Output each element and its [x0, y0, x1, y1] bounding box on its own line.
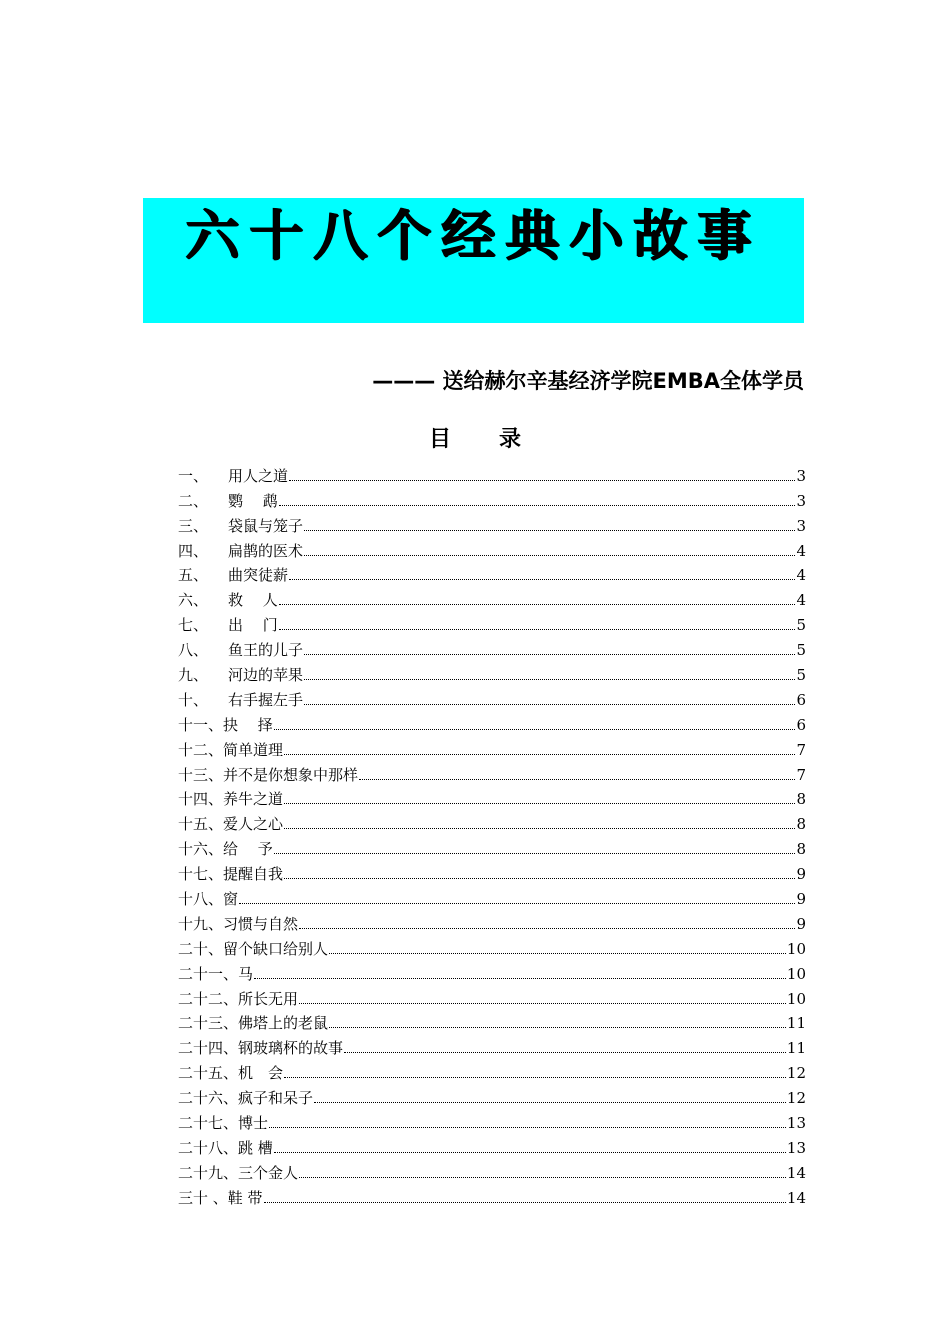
toc-entry-page: 12	[786, 1089, 806, 1108]
toc-entry-number: 十五、	[178, 815, 224, 834]
toc-entry[interactable]	[178, 785, 806, 810]
table-of-contents	[178, 461, 806, 1208]
toc-leader-dots	[279, 504, 796, 506]
toc-entry[interactable]	[178, 809, 806, 834]
toc-entry-title: 袋鼠与笼子	[228, 516, 304, 535]
toc-entry-page: 3	[796, 516, 806, 535]
toc-entry[interactable]	[178, 959, 806, 984]
toc-leader-dots	[299, 1002, 786, 1004]
toc-leader-dots	[304, 703, 795, 705]
toc-entry[interactable]	[178, 585, 806, 610]
toc-entry-number: 一、	[178, 466, 209, 485]
toc-leader-dots	[304, 653, 795, 655]
toc-entry-page: 8	[796, 815, 806, 834]
toc-entry-number: 四、	[178, 541, 209, 560]
toc-entry[interactable]	[178, 486, 806, 511]
toc-entry-page: 5	[796, 616, 806, 635]
toc-entry[interactable]	[178, 660, 806, 685]
toc-entry[interactable]	[178, 1108, 806, 1133]
toc-entry-page: 7	[796, 765, 806, 784]
toc-leader-dots	[299, 927, 795, 929]
toc-entry-number: 三十 、	[178, 1188, 228, 1207]
toc-entry-number: 二十三、	[178, 1014, 239, 1033]
toc-leader-dots	[269, 1126, 786, 1128]
toc-entry-title: 留个缺口给别人	[223, 939, 329, 958]
toc-entry-title: 用人之道	[228, 466, 289, 485]
toc-entry[interactable]	[178, 1133, 806, 1158]
toc-entry[interactable]	[178, 635, 806, 660]
toc-entry-page: 10	[786, 989, 806, 1008]
toc-entry-number: 十九、	[178, 914, 224, 933]
toc-entry-title: 养牛之道	[223, 790, 284, 809]
toc-heading-char-1: 目	[428, 427, 451, 452]
toc-leader-dots	[329, 1026, 786, 1028]
toc-entry-number: 五、	[178, 566, 209, 585]
toc-entry-title: 三个金人	[238, 1163, 299, 1182]
toc-entry[interactable]	[178, 834, 806, 859]
toc-entry-title: 并不是你想象中那样	[223, 765, 359, 784]
toc-entry-page: 9	[796, 914, 806, 933]
toc-entry-number: 十二、	[178, 740, 224, 759]
toc-entry-number: 三、	[178, 516, 209, 535]
toc-entry-number: 二十六、	[178, 1089, 239, 1108]
toc-entry-title: 抉 择	[223, 715, 273, 734]
toc-entry-title: 佛塔上的老鼠	[238, 1014, 329, 1033]
toc-entry-title: 机 会	[238, 1064, 284, 1083]
toc-leader-dots	[304, 529, 795, 531]
toc-entry-title: 出 门	[228, 616, 278, 635]
toc-entry-title: 习惯与自然	[223, 914, 299, 933]
toc-entry-page: 11	[786, 1039, 806, 1058]
toc-entry-title: 提醒自我	[223, 865, 284, 884]
toc-leader-dots	[289, 479, 795, 481]
toc-entry-page: 9	[796, 890, 806, 909]
toc-entry-title: 曲突徒薪	[228, 566, 289, 585]
toc-leader-dots	[344, 1051, 786, 1053]
toc-entry-number: 二十二、	[178, 989, 239, 1008]
toc-leader-dots	[274, 1151, 786, 1153]
toc-leader-dots	[329, 952, 786, 954]
toc-heading	[0, 425, 950, 455]
toc-entry-page: 14	[786, 1188, 806, 1207]
toc-entry-number: 十八、	[178, 890, 224, 909]
toc-leader-dots	[239, 902, 795, 904]
toc-entry-title: 右手握左手	[228, 690, 304, 709]
toc-leader-dots	[304, 678, 795, 680]
toc-entry-number: 二十七、	[178, 1114, 239, 1133]
toc-entry-title: 救 人	[228, 591, 278, 610]
toc-entry-title: 所长无用	[238, 989, 299, 1008]
toc-entry-page: 6	[796, 715, 806, 734]
toc-entry[interactable]	[178, 1033, 806, 1058]
toc-entry-title: 河边的苹果	[228, 666, 304, 685]
toc-entry[interactable]	[178, 461, 806, 486]
toc-entry-title: 窗	[223, 890, 239, 909]
toc-leader-dots	[284, 753, 795, 755]
toc-entry-page: 10	[786, 939, 806, 958]
toc-entry-title: 疯子和呆子	[238, 1089, 314, 1108]
toc-leader-dots	[274, 728, 796, 730]
toc-entry-title: 简单道理	[223, 740, 284, 759]
toc-entry-page: 12	[786, 1064, 806, 1083]
toc-entry-title: 扁鹊的医术	[228, 541, 304, 560]
toc-entry[interactable]	[178, 561, 806, 586]
toc-leader-dots	[279, 628, 796, 630]
toc-entry[interactable]	[178, 710, 806, 735]
toc-entry-page: 10	[786, 964, 806, 983]
toc-entry-number: 十、	[178, 690, 209, 709]
toc-entry[interactable]	[178, 536, 806, 561]
toc-entry-page: 11	[786, 1014, 806, 1033]
toc-entry-number: 二、	[178, 491, 209, 510]
toc-entry[interactable]	[178, 1009, 806, 1034]
toc-leader-dots	[284, 827, 795, 829]
toc-entry-number: 二十四、	[178, 1039, 239, 1058]
toc-entry-page: 8	[796, 840, 806, 859]
document-title: 六十八个经典小故事	[185, 204, 762, 267]
toc-entry-page: 8	[796, 790, 806, 809]
toc-entry[interactable]	[178, 1058, 806, 1083]
toc-entry-page: 14	[786, 1163, 806, 1182]
toc-entry-page: 9	[796, 865, 806, 884]
toc-entry-number: 八、	[178, 641, 209, 660]
toc-entry-title: 鞋 带	[227, 1188, 263, 1207]
toc-entry[interactable]	[178, 511, 806, 536]
toc-entry-number: 十七、	[178, 865, 224, 884]
toc-entry[interactable]	[178, 934, 806, 959]
toc-entry-title: 爱人之心	[223, 815, 284, 834]
toc-entry-title: 马	[238, 964, 254, 983]
toc-entry-number: 十一、	[178, 715, 224, 734]
toc-entry[interactable]	[178, 610, 806, 635]
toc-entry[interactable]	[178, 984, 806, 1009]
toc-leader-dots	[284, 877, 795, 879]
toc-entry-page: 4	[796, 566, 806, 585]
toc-entry-number: 二十八、	[178, 1138, 239, 1157]
toc-entry-title: 鹦 鹉	[228, 491, 278, 510]
toc-entry-title: 跳 槽	[238, 1138, 273, 1157]
toc-heading-char-2: 录	[499, 427, 522, 452]
toc-leader-dots	[299, 1176, 786, 1178]
toc-entry[interactable]	[178, 884, 806, 909]
toc-entry-page: 5	[796, 641, 806, 660]
toc-entry-number: 十四、	[178, 790, 224, 809]
toc-entry[interactable]	[178, 1158, 806, 1183]
toc-entry[interactable]	[178, 685, 806, 710]
toc-entry-number: 六、	[178, 591, 209, 610]
toc-entry-number: 二十五、	[178, 1064, 239, 1083]
toc-leader-dots	[264, 1201, 786, 1203]
toc-leader-dots	[274, 852, 796, 854]
toc-entry-number: 十三、	[178, 765, 224, 784]
toc-entry[interactable]	[178, 859, 806, 884]
toc-entry-number: 七、	[178, 616, 209, 635]
toc-entry-title: 给 予	[223, 840, 273, 859]
toc-entry-number: 十六、	[178, 840, 224, 859]
toc-entry-page: 4	[796, 591, 806, 610]
toc-entry-page: 13	[786, 1138, 806, 1157]
toc-entry-title: 钢玻璃杯的故事	[238, 1039, 344, 1058]
toc-leader-dots	[284, 1076, 786, 1078]
toc-leader-dots	[279, 603, 796, 605]
toc-entry-page: 7	[796, 740, 806, 759]
toc-leader-dots	[314, 1101, 786, 1103]
toc-entry-title: 博士	[238, 1114, 269, 1133]
toc-entry-title: 鱼王的儿子	[228, 641, 304, 660]
toc-entry-page: 13	[786, 1114, 806, 1133]
toc-leader-dots	[289, 578, 795, 580]
toc-entry-page: 5	[796, 666, 806, 685]
toc-entry[interactable]	[178, 1083, 806, 1108]
toc-entry-page: 3	[796, 466, 806, 485]
toc-entry[interactable]	[178, 909, 806, 934]
toc-entry-page: 4	[796, 541, 806, 560]
toc-entry-number: 二十一、	[178, 964, 239, 983]
toc-entry[interactable]	[178, 1183, 806, 1208]
toc-leader-dots	[284, 802, 795, 804]
toc-entry-number: 九、	[178, 666, 209, 685]
toc-entry[interactable]	[178, 735, 806, 760]
toc-entry-number: 二十九、	[178, 1163, 239, 1182]
toc-entry-page: 3	[796, 491, 806, 510]
toc-entry-number: 二十、	[178, 939, 224, 958]
title-banner	[143, 198, 804, 323]
toc-leader-dots	[254, 977, 786, 979]
toc-entry[interactable]	[178, 760, 806, 785]
toc-leader-dots	[359, 778, 795, 780]
toc-leader-dots	[304, 554, 795, 556]
toc-entry-page: 6	[796, 690, 806, 709]
dedication-subtitle: ——— 送给赫尔辛基经济学院EMBA全体学员	[372, 369, 804, 393]
